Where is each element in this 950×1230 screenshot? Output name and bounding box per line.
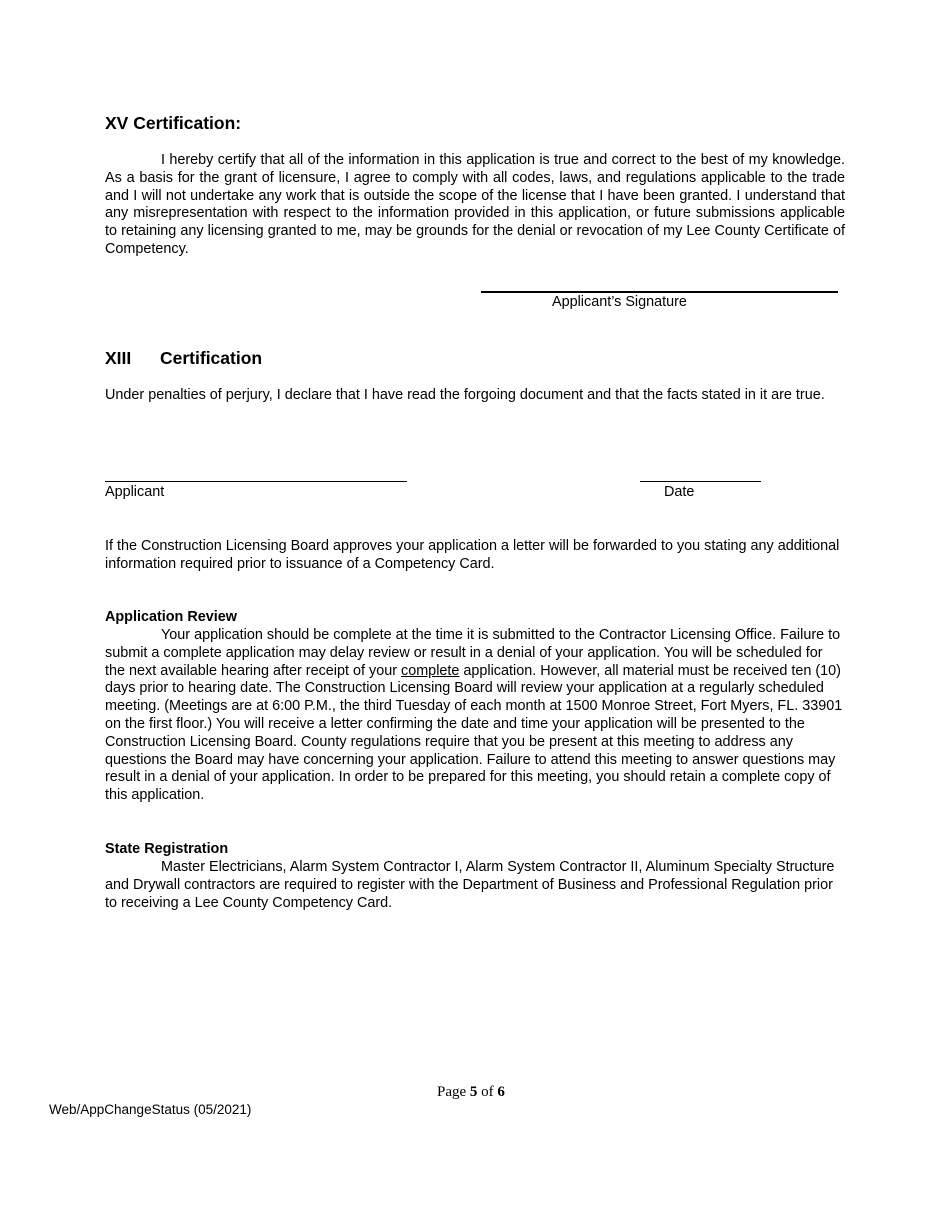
page-word: Page bbox=[437, 1084, 467, 1100]
application-review-heading: Application Review bbox=[105, 609, 237, 625]
date-line[interactable] bbox=[640, 481, 761, 482]
date-label: Date bbox=[664, 484, 695, 500]
page-of: of bbox=[481, 1084, 494, 1100]
page-total: 6 bbox=[497, 1084, 505, 1100]
approval-note: If the Construction Licensing Board approves your application a letter will be forwarded to you stating any additional information required prior to issuance of a Competency Card. bbox=[105, 538, 840, 572]
application-review-paragraph bbox=[105, 627, 845, 805]
applicant-signature-label: Applicant’s Signature bbox=[552, 294, 687, 310]
section-xiii-title: Certification bbox=[160, 348, 263, 368]
section-xiii-paragraph: Under penalties of perjury, I declare that I have read the forgoing document and that the facts stated in it are true. bbox=[105, 387, 825, 403]
state-registration-text: Master Electricians, Alarm System Contractor I, Alarm System Contractor II, Aluminum Specialty Structure and Drywall contractors are required to register with the Department of Business and Professional Regulation prior to receiving a Lee County Competency Card. bbox=[105, 859, 835, 911]
page-current: 5 bbox=[469, 1084, 478, 1100]
signature-line[interactable] bbox=[481, 291, 838, 293]
applicant-label: Applicant bbox=[105, 484, 165, 500]
applicant-line[interactable] bbox=[105, 481, 407, 482]
section-xv-paragraph bbox=[105, 152, 845, 259]
state-registration-paragraph bbox=[105, 859, 845, 912]
application-review-text-end: application. However, all material must be received ten (10) days prior to hearing date. The Construction Licensing Board will review your application at a regularly scheduled meeting. (Meetings are at 6:00 P.M., the third Tuesday of each month at 1500 Monroe Street, Fort Myers, FL. 33901 on the first floor.) You will receive a letter confirming the date and time your application will be presented to the Construction Licensing Board. County regulations require that you be present at this meeting to address any questions the Board may have concerning your application. Failure to attend this meeting to answer questions may result in a denial of your application. In order to be prepared for this meeting, you should retain a complete copy of this application. bbox=[105, 662, 843, 804]
underlined-complete: complete bbox=[401, 662, 460, 679]
section-xiii-number: XIII bbox=[105, 348, 132, 368]
page-number bbox=[437, 1084, 505, 1101]
form-id: Web/AppChangeStatus (05/2021) bbox=[49, 1102, 252, 1117]
state-registration-heading: State Registration bbox=[105, 841, 229, 857]
section-xv-heading: XV Certification: bbox=[105, 113, 242, 133]
application-review-text-start: Your application should be complete at the time it is submitted to the Contractor Licensing Office. Failure to submit a complete application may delay review or result in a denial of your application. You will be scheduled for the next available hearing after receipt of your bbox=[105, 627, 841, 679]
section-xv-paragraph-text: I hereby certify that all of the information in this application is true and correct to the best of my knowledge. As a basis for the grant of licensure, I agree to comply with all codes, laws, and regulations applicable to the trade and I will not undertake any work that is outside the scope of the license that I have been granted. I understand that any misrepresentation with respect to the information provided in this application, or future submissions applicable to retaining any licensing granted to me, may be grounds for the denial or revocation of my Lee County Certificate of Competency. bbox=[105, 152, 845, 257]
